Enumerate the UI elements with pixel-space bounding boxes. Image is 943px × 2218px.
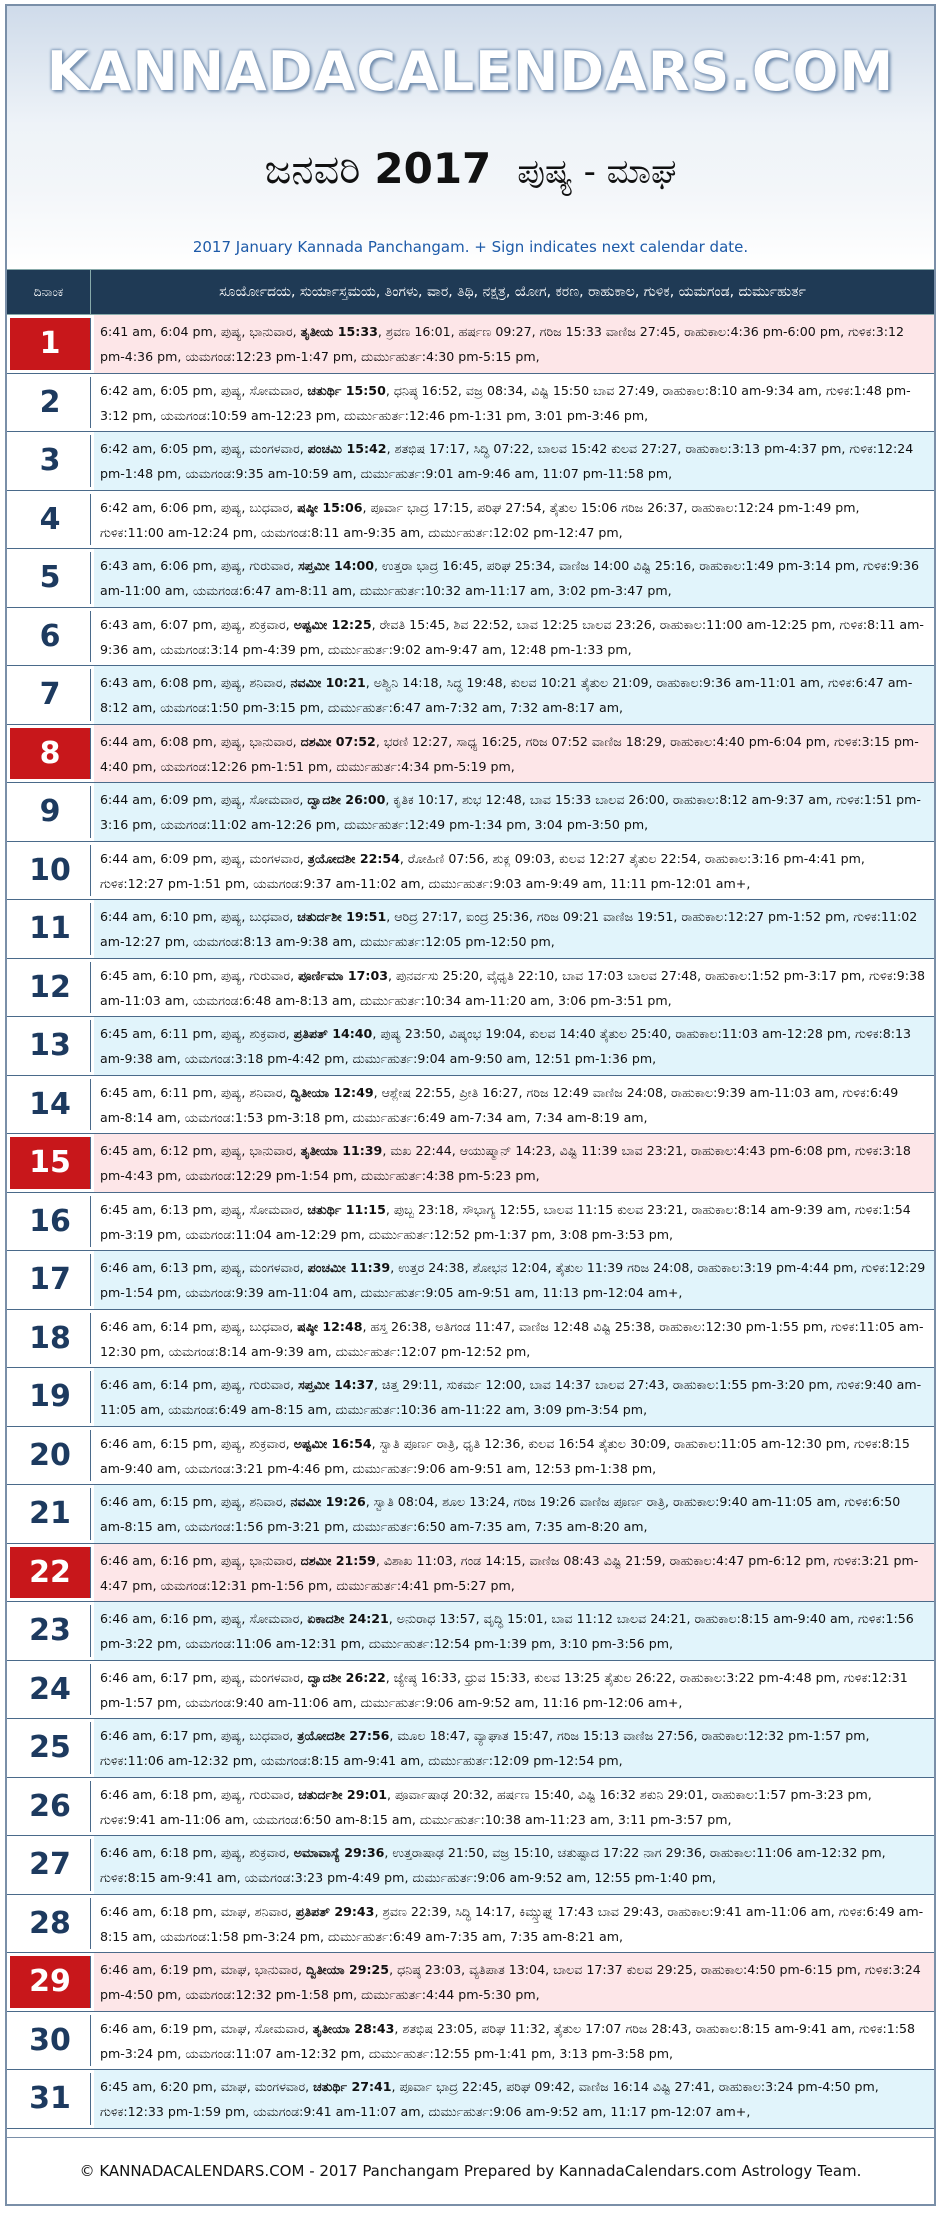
- table-row: [7, 432, 934, 491]
- tithi: ಅಷ್ಟಮೀ 12:25: [293, 616, 372, 632]
- day-details-suffix: , ಪೂರ್ವಾ ಭಾದ್ರ 22:45, ಪರಿಘ 09:42, ವಾಣಿಜ 16:14 ವಿಷ್ಟಿ 27:41, ರಾಹುಕಾಲ:3:24 pm-4:50 pm, ಗುಳಿಕ:12:33 pm-1:59 pm, ಯಮಗಂಡ:9:41 am-11:07 am, ದುರ್ಮುಹುರ್ತ:9:06 am-9:52 am, 11:17 pm-12:07 am+,: [100, 2079, 879, 2119]
- table-row: [7, 1193, 934, 1252]
- tithi: ಸಪ್ತಮೀ 14:00: [298, 558, 375, 573]
- kannada-months: ಪುಷ್ಯ - ಮಾಘ: [517, 152, 677, 192]
- table-row: [7, 1719, 934, 1778]
- day-details-suffix: , ಅಶ್ವಿನಿ 14:18, ಸಿದ್ಧ 19:48, ಕುಲವ 10:21 ತೈತುಲ 21:09, ರಾಹುಕಾಲ:9:36 am-11:01 am, ಗುಳಿಕ:6:47 am-8:12 am, ಯಮಗಂಡ:1:50 pm-3:15 pm, ದುರ್ಮುಹುರ್ತ:6:47 am-7:32 am, 7:32 am-8:17 am,: [100, 675, 913, 715]
- site-title[interactable]: KANNADACALENDARS.COM: [46, 40, 895, 103]
- day-details-prefix: 6:42 am, 6:06 pm, ಪುಷ್ಯ, ಬುಧವಾರ,: [100, 499, 298, 515]
- day-details-prefix: 6:43 am, 6:08 pm, ಪುಷ್ಯ, ಶನಿವಾರ,: [100, 675, 291, 690]
- tithi: ಪೂರ್ಣಿಮಾ 17:03: [298, 967, 388, 983]
- calendar-header: [7, 6, 934, 269]
- day-details-suffix: , ರೇವತಿ 15:45, ಶಿವ 22:52, ಬಾವ 12:25 ಬಾಲವ 23:26, ರಾಹುಕಾಲ:11:00 am-12:25 pm, ಗುಳಿಕ:8:11 am-9:36 am, ಯಮಗಂಡ:3:14 pm-4:39 pm, ದುರ್ಮುಹುರ್ತ:9:02 am-9:47 am, 12:48 pm-1:33 pm,: [100, 616, 924, 657]
- day-details-prefix: 6:45 am, 6:10 pm, ಪುಷ್ಯ, ಗುರುವಾರ,: [100, 967, 299, 983]
- day-details: [94, 725, 934, 783]
- tithi: ಅಷ್ಟಮೀ 16:54: [293, 1435, 372, 1451]
- day-number: 3: [10, 435, 91, 487]
- day-details: [94, 1076, 934, 1134]
- day-details-prefix: 6:44 am, 6:09 pm, ಪುಷ್ಯ, ಮಂಗಳವಾರ,: [100, 850, 308, 866]
- page-subtitle: 2017 January Kannada Panchangam. + Sign indicates next calendar date.: [192, 238, 749, 256]
- tithi: ತ್ರಯೋದಶೀ 22:54: [307, 850, 400, 866]
- day-number: 8: [10, 728, 91, 780]
- day-details-suffix: , ರೋಹಿಣಿ 07:56, ಶುಕ್ಲ 09:03, ಕುಲವ 12:27 ತೈತುಲ 22:54, ರಾಹುಕಾಲ:3:16 pm-4:41 pm, ಗುಳಿಕ:12:27 pm-1:51 pm, ಯಮಗಂಡ:9:37 am-11:02 am, ದುರ್ಮುಹುರ್ತ:9:03 am-9:49 am, 11:11 pm-12:01 am+,: [100, 850, 865, 891]
- day-number: 23: [10, 1605, 91, 1657]
- table-row: [7, 1895, 934, 1954]
- tithi: ಷಷ್ಠೀ 12:48: [297, 1318, 363, 1334]
- day-details: [94, 2012, 934, 2070]
- day-details: [94, 549, 934, 607]
- day-number: 26: [10, 1781, 91, 1833]
- day-number: 25: [10, 1722, 91, 1774]
- day-details-suffix: , ಹಸ್ತ 26:38, ಅತಿಗಂಡ 11:47, ವಾಣಿಜ 12:48 ವಿಷ್ಟಿ 25:38, ರಾಹುಕಾಲ:12:30 pm-1:55 pm, ಗುಳಿಕ:11:05 am-12:30 pm, ಯಮಗಂಡ:8:14 am-9:39 am, ದುರ್ಮುಹುರ್ತ:12:07 pm-12:52 pm,: [100, 1318, 924, 1359]
- table-row: [7, 1368, 934, 1427]
- tithi: ತೃತೀಯಾ 11:39: [300, 1143, 383, 1158]
- day-details: [94, 315, 934, 373]
- day-details: [94, 1719, 934, 1777]
- day-number: 22: [10, 1547, 91, 1599]
- day-details-prefix: 6:42 am, 6:05 pm, ಪುಷ್ಯ, ಮಂಗಳವಾರ,: [100, 441, 308, 456]
- tithi: ಚತುರ್ದಶೀ 19:51: [297, 909, 387, 924]
- day-details-prefix: 6:43 am, 6:07 pm, ಪುಷ್ಯ, ಶುಕ್ರವಾರ,: [100, 616, 294, 632]
- day-details-prefix: 6:46 am, 6:15 pm, ಪುಷ್ಯ, ಶುಕ್ರವಾರ,: [100, 1435, 294, 1451]
- day-details-prefix: 6:46 am, 6:14 pm, ಪುಷ್ಯ, ಗುರುವಾರ,: [100, 1377, 299, 1392]
- tithi: ಚತುರ್ಥಿ 11:15: [307, 1201, 386, 1217]
- tithi: ದಶಮೀ 21:59: [300, 1552, 376, 1568]
- tithi: ಏಕಾದಶೀ 24:21: [307, 1611, 389, 1626]
- tithi: ದಶಮೀ 07:52: [300, 733, 376, 749]
- day-details: [94, 608, 934, 666]
- day-number: 15: [10, 1137, 91, 1189]
- day-details-prefix: 6:44 am, 6:08 pm, ಪುಷ್ಯ, ಭಾನುವಾರ,: [100, 733, 301, 749]
- tithi: ಪ್ರತಿಪತ್ 29:43: [295, 1903, 375, 1919]
- tithi: ಚತುರ್ಥಿ 27:41: [313, 2079, 392, 2094]
- date-column-header: ದಿನಾಂಕ: [7, 270, 91, 314]
- day-details: [94, 783, 934, 841]
- day-details-prefix: 6:45 am, 6:20 pm, ಮಾಘ, ಮಂಗಳವಾರ,: [100, 2079, 314, 2094]
- day-details: [94, 842, 934, 900]
- day-details: [94, 2070, 934, 2128]
- table-row: [7, 1661, 934, 1720]
- day-details-prefix: 6:46 am, 6:15 pm, ಪುಷ್ಯ, ಶನಿವಾರ,: [100, 1494, 291, 1509]
- day-details: [94, 1485, 934, 1543]
- tithi: ಚತುರ್ದಶೀ 29:01: [298, 1786, 388, 1802]
- day-number: 11: [10, 903, 91, 955]
- day-details-prefix: 6:41 am, 6:04 pm, ಪುಷ್ಯ, ಭಾನುವಾರ,: [100, 324, 301, 339]
- day-number: 9: [10, 786, 91, 838]
- day-number: 2: [10, 377, 91, 429]
- table-row: [7, 1427, 934, 1486]
- day-details-prefix: 6:45 am, 6:13 pm, ಪುಷ್ಯ, ಸೋಮವಾರ,: [100, 1201, 308, 1217]
- day-details-suffix: , ಆರಿದ್ರ 27:17, ಐಂದ್ರ 25:36, ಗರಿಜ 09:21 ವಾಣಿಜ 19:51, ರಾಹುಕಾಲ:12:27 pm-1:52 pm, ಗುಳಿಕ:11:02 am-12:27 pm, ಯಮಗಂಡ:8:13 am-9:38 am, ದುರ್ಮುಹುರ್ತ:12:05 pm-12:50 pm,: [100, 909, 918, 949]
- table-row: [7, 549, 934, 608]
- panchangam-table: [7, 315, 934, 2129]
- day-details: [94, 1836, 934, 1894]
- day-details-prefix: 6:46 am, 6:19 pm, ಮಾಘ, ಭಾನುವಾರ,: [100, 1962, 306, 1977]
- day-details-suffix: , ಶ್ರವಣ 16:01, ಹರ್ಷಣ 09:27, ಗರಿಜ 15:33 ವಾಣಿಜ 27:45, ರಾಹುಕಾಲ:4:36 pm-6:00 pm, ಗುಳಿಕ:3:12 pm-4:36 pm, ಯಮಗಂಡ:12:23 pm-1:47 pm, ದುರ್ಮುಹುರ್ತ:4:30 pm-5:15 pm,: [100, 324, 904, 364]
- calendar-page: [5, 4, 936, 2206]
- day-details-suffix: , ಕೃತಿಕ 10:17, ಶುಭ 12:48, ಬಾವ 15:33 ಬಾಲವ 26:00, ರಾಹುಕಾಲ:8:12 am-9:37 am, ಗುಳಿಕ:1:51 pm-3:16 pm, ಯಮಗಂಡ:11:02 am-12:26 pm, ದುರ್ಮುಹುರ್ತ:12:49 pm-1:34 pm, 3:04 pm-3:50 pm,: [100, 792, 921, 832]
- day-number: 6: [10, 611, 91, 663]
- day-details-suffix: , ಶತಭಿಷ 17:17, ಸಿದ್ಧಿ 07:22, ಬಾಲವ 15:42 ಕುಲವ 27:27, ರಾಹುಕಾಲ:3:13 pm-4:37 pm, ಗುಳಿಕ:12:24 pm-1:48 pm, ಯಮಗಂಡ:9:35 am-10:59 am, ದುರ್ಮುಹುರ್ತ:9:01 am-9:46 am, 11:07 pm-11:58 pm,: [100, 441, 914, 481]
- tithi: ದ್ವಿತೀಯಾ 29:25: [305, 1962, 390, 1977]
- day-number: 10: [10, 845, 91, 897]
- table-row: [7, 1602, 934, 1661]
- day-details-prefix: 6:46 am, 6:13 pm, ಪುಷ್ಯ, ಮಂಗಳವಾರ,: [100, 1260, 308, 1275]
- day-details: [94, 959, 934, 1017]
- month-title: [7, 144, 934, 193]
- day-number: 4: [10, 494, 91, 546]
- tithi: ನವಮೀ 19:26: [290, 1494, 366, 1509]
- day-number: 13: [10, 1020, 91, 1072]
- day-number: 5: [10, 552, 91, 604]
- day-details-prefix: 6:44 am, 6:09 pm, ಪುಷ್ಯ, ಸೋಮವಾರ,: [100, 792, 308, 807]
- day-details-prefix: 6:43 am, 6:06 pm, ಪುಷ್ಯ, ಗುರುವಾರ,: [100, 558, 299, 573]
- table-row: [7, 1836, 934, 1895]
- day-number: 18: [10, 1313, 91, 1365]
- day-details-suffix: , ಧನಿಷ್ಠ 23:03, ವ್ಯತಿಪಾತ 13:04, ಬಾಲವ 17:37 ಕುಲವ 29:25, ರಾಹುಕಾಲ:4:50 pm-6:15 pm, ಗುಳಿಕ:3:24 pm-4:50 pm, ಯಮಗಂಡ:12:32 pm-1:58 pm, ದುರ್ಮುಹುರ್ತ:4:44 pm-5:30 pm,: [100, 1962, 921, 2002]
- day-details-suffix: , ಮಖ 22:44, ಆಯುಷ್ಮಾನ್ 14:23, ವಿಷ್ಟಿ 11:39 ಬಾವ 23:21, ರಾಹುಕಾಲ:4:43 pm-6:08 pm, ಗುಳಿಕ:3:18 pm-4:43 pm, ಯಮಗಂಡ:12:29 pm-1:54 pm, ದುರ್ಮುಹುರ್ತ:4:38 pm-5:23 pm,: [100, 1143, 911, 1183]
- day-details-suffix: , ಆಶ್ಲೇಷ 22:55, ಪ್ರೀತಿ 16:27, ಗರಿಜ 12:49 ವಾಣಿಜ 24:08, ರಾಹುಕಾಲ:9:39 am-11:03 am, ಗುಳಿಕ:6:49 am-8:14 am, ಯಮಗಂಡ:1:53 pm-3:18 pm, ದುರ್ಮುಹುರ್ತ:6:49 am-7:34 am, 7:34 am-8:19 am,: [100, 1084, 899, 1125]
- day-details-prefix: 6:46 am, 6:18 pm, ಪುಷ್ಯ, ಶುಕ್ರವಾರ,: [100, 1845, 294, 1860]
- day-details: [94, 1193, 934, 1251]
- day-details-suffix: , ಶತಭಿಷ 23:05, ಪರಿಘ 11:32, ತೈತುಲ 17:07 ಗರಿಜ 28:43, ರಾಹುಕಾಲ:8:15 am-9:41 am, ಗುಳಿಕ:1:58 pm-3:24 pm, ಯಮಗಂಡ:11:07 am-12:32 pm, ದುರ್ಮುಹುರ್ತ:12:55 pm-1:41 pm, 3:13 pm-3:58 pm,: [100, 2020, 915, 2061]
- table-row: [7, 1778, 934, 1837]
- table-row: [7, 608, 934, 667]
- tithi: ದ್ವಾದಶೀ 26:22: [307, 1669, 386, 1685]
- day-number: 20: [10, 1430, 91, 1482]
- table-row: [7, 666, 934, 725]
- table-row: [7, 900, 934, 959]
- day-number: 17: [10, 1254, 91, 1306]
- day-details: [94, 1778, 934, 1836]
- day-details: [94, 900, 934, 958]
- table-row: [7, 959, 934, 1018]
- day-details: [94, 1310, 934, 1368]
- day-number: 21: [10, 1488, 91, 1540]
- day-details-prefix: 6:46 am, 6:16 pm, ಪುಷ್ಯ, ಸೋಮವಾರ,: [100, 1611, 308, 1626]
- day-details: [94, 1134, 934, 1192]
- day-details: [94, 432, 934, 490]
- tithi: ಅಮಾವಾಸ್ಯೆ 29:36: [293, 1845, 385, 1860]
- day-details-suffix: , ಪುಷ್ಯ 23:50, ವಿಷ್ಕಂಭ 19:04, ಕುಲವ 14:40 ತೈತುಲ 25:40, ರಾಹುಕಾಲ:11:03 am-12:28 pm, ಗುಳಿಕ:8:13 am-9:38 am, ಯಮಗಂಡ:3:18 pm-4:42 pm, ದುರ್ಮುಹುರ್ತ:9:04 am-9:50 am, 12:51 pm-1:36 pm,: [100, 1026, 912, 1066]
- day-details-prefix: 6:45 am, 6:11 pm, ಪುಷ್ಯ, ಶುಕ್ರವಾರ,: [100, 1026, 294, 1041]
- day-details-suffix: , ಮೂಲ 18:47, ವ್ಯಾಘಾತ 15:47, ಗರಿಜ 15:13 ವಾಣಿಜ 27:56, ರಾಹುಕಾಲ:12:32 pm-1:57 pm, ಗುಳಿಕ:11:06 am-12:32 pm, ಯಮಗಂಡ:8:15 am-9:41 am, ದುರ್ಮುಹುರ್ತ:12:09 pm-12:54 pm,: [100, 1728, 870, 1768]
- day-details-prefix: 6:46 am, 6:19 pm, ಮಾಘ, ಸೋಮವಾರ,: [100, 2020, 313, 2036]
- day-details-prefix: 6:45 am, 6:12 pm, ಪುಷ್ಯ, ಭಾನುವಾರ,: [100, 1143, 301, 1158]
- tithi: ನವಮೀ 10:21: [290, 675, 366, 690]
- day-number: 19: [10, 1371, 91, 1423]
- day-details-suffix: , ವಿಶಾಖ 11:03, ಗಂಡ 14:15, ವಾಣಿಜ 08:43 ವಿಷ್ಟಿ 21:59, ರಾಹುಕಾಲ:4:47 pm-6:12 pm, ಗುಳಿಕ:3:21 pm-4:47 pm, ಯಮಗಂಡ:12:31 pm-1:56 pm, ದುರ್ಮುಹುರ್ತ:4:41 pm-5:27 pm,: [100, 1552, 919, 1593]
- day-details-prefix: 6:46 am, 6:18 pm, ಪುಷ್ಯ, ಗುರುವಾರ,: [100, 1786, 299, 1802]
- day-details-prefix: 6:42 am, 6:05 pm, ಪುಷ್ಯ, ಸೋಮವಾರ,: [100, 382, 308, 398]
- day-details-suffix: , ಸ್ವಾತಿ ಪೂರ್ಣ ರಾತ್ರಿ, ಧೃತಿ 12:36, ಕುಲವ 16:54 ತೈತುಲ 30:09, ರಾಹುಕಾಲ:11:05 am-12:30 pm, ಗುಳಿಕ:8:15 am-9:40 am, ಯಮಗಂಡ:3:21 pm-4:46 pm, ದುರ್ಮುಹುರ್ತ:9:06 am-9:51 am, 12:53 pm-1:38 pm,: [100, 1435, 910, 1476]
- tithi: ಪಂಚಮೀ 11:39: [307, 1260, 391, 1275]
- day-number: 30: [10, 2015, 91, 2067]
- table-row: [7, 725, 934, 784]
- day-details-suffix: , ಪುನರ್ವಸು 25:20, ವೈಧೃತಿ 22:10, ಬಾವ 17:03 ಬಾಲವ 27:48, ರಾಹುಕಾಲ:1:52 pm-3:17 pm, ಗುಳಿಕ:9:38 am-11:03 am, ಯಮಗಂಡ:6:48 am-8:13 am, ದುರ್ಮುಹುರ್ತ:10:34 am-11:20 am, 3:06 pm-3:51 pm,: [100, 967, 926, 1008]
- day-details-prefix: 6:45 am, 6:11 pm, ಪುಷ್ಯ, ಶನಿವಾರ,: [100, 1084, 291, 1100]
- day-details: [94, 1895, 934, 1953]
- day-details: [94, 666, 934, 724]
- day-details: [94, 1251, 934, 1309]
- tithi: ದ್ವಾದಶೀ 26:00: [307, 792, 386, 807]
- tithi: ಪಂಚಮಿ 15:42: [307, 441, 387, 456]
- tithi: ತೃತೀಯಾ 28:43: [312, 2020, 395, 2036]
- day-details-suffix: , ಶ್ರವಣ 22:39, ಸಿದ್ಧಿ 14:17, ಕಿಮ್ಸ್ತುಘ್ನ 17:43 ಬಾವ 29:43, ರಾಹುಕಾಲ:9:41 am-11:06 am, ಗುಳಿಕ:6:49 am-8:15 am, ಯಮಗಂಡ:1:58 pm-3:24 pm, ದುರ್ಮುಹುರ್ತ:6:49 am-7:35 am, 7:35 am-8:21 am,: [100, 1903, 924, 1944]
- day-details-suffix: , ಅನುರಾಧ 13:57, ವೃದ್ಧಿ 15:01, ಬಾವ 11:12 ಬಾಲವ 24:21, ರಾಹುಕಾಲ:8:15 am-9:40 am, ಗುಳಿಕ:1:56 pm-3:22 pm, ಯಮಗಂಡ:11:06 am-12:31 pm, ದುರ್ಮುಹುರ್ತ:12:54 pm-1:39 pm, 3:10 pm-3:56 pm,: [100, 1611, 914, 1651]
- day-number: 24: [10, 1664, 91, 1716]
- day-number: 28: [10, 1898, 91, 1950]
- day-details-prefix: 6:46 am, 6:14 pm, ಪುಷ್ಯ, ಬುಧವಾರ,: [100, 1318, 298, 1334]
- day-details: [94, 491, 934, 549]
- table-row: [7, 842, 934, 901]
- details-column-header: ಸೂರ್ಯೋದಯ, ಸುರ್ಯಾಸ್ತಮಯ, ತಿಂಗಳು, ವಾರ, ತಿಥಿ, ನಕ್ಷತ್ರ, ಯೋಗ, ಕರಣ, ರಾಹುಕಾಲ, ಗುಳಿಕ, ಯಮಗಂಡ, ದುರ್ಮುಹುರ್ತ: [219, 284, 806, 300]
- day-number: 7: [10, 669, 91, 721]
- table-row: [7, 1485, 934, 1544]
- day-number: 12: [10, 962, 91, 1014]
- day-details-suffix: , ಸ್ವಾತಿ 08:04, ಶೂಲ 13:24, ಗರಿಜ 19:26 ವಾಣಿಜ ಪೂರ್ಣ ರಾತ್ರಿ, ರಾಹುಕಾಲ:9:40 am-11:05 am, ಗುಳಿಕ:6:50 am-8:15 am, ಯಮಗಂಡ:1:56 pm-3:21 pm, ದುರ್ಮುಹುರ್ತ:6:50 am-7:35 am, 7:35 am-8:20 am,: [100, 1494, 901, 1534]
- day-details-suffix: , ಪುಬ್ಬ 23:18, ಸೌಭಾಗ್ಯ 12:55, ಬಾಲವ 11:15 ಕುಲವ 23:21, ರಾಹುಕಾಲ:8:14 am-9:39 am, ಗುಳಿಕ:1:54 pm-3:19 pm, ಯಮಗಂಡ:11:04 am-12:29 pm, ದುರ್ಮುಹುರ್ತ:12:52 pm-1:37 pm, 3:08 pm-3:53 pm,: [100, 1201, 911, 1242]
- month-name: ಜನವರಿ: [264, 147, 361, 193]
- day-details-suffix: , ಉತ್ತರಾಷಾಢ 21:50, ವಜ್ರ 15:10, ಚತುಷ್ಪಾದ 17:22 ನಾಗ 29:36, ರಾಹುಕಾಲ:11:06 am-12:32 pm, ಗುಳಿಕ:8:15 am-9:41 am, ಯಮಗಂಡ:3:23 pm-4:49 pm, ದುರ್ಮುಹುರ್ತ:9:06 am-9:52 am, 12:55 pm-1:40 pm,: [100, 1845, 886, 1885]
- day-details-suffix: , ಧನಿಷ್ಠ 16:52, ವಜ್ರ 08:34, ವಿಷ್ಟಿ 15:50 ಬಾವ 27:49, ರಾಹುಕಾಲ:8:10 am-9:34 am, ಗುಳಿಕ:1:48 pm-3:12 pm, ಯಮಗಂಡ:10:59 am-12:23 pm, ದುರ್ಮುಹುರ್ತ:12:46 pm-1:31 pm, 3:01 pm-3:46 pm,: [100, 382, 911, 423]
- year: 2017: [374, 144, 492, 193]
- table-row: [7, 315, 934, 374]
- table-row: [7, 1544, 934, 1603]
- tithi: ಪ್ರತಿಪತ್ 14:40: [293, 1026, 373, 1041]
- table-row: [7, 1134, 934, 1193]
- day-details-suffix: , ಚಿತ್ತ 29:11, ಸುಕರ್ಮ 12:00, ಬಾವ 14:37 ಬಾಲವ 27:43, ರಾಹುಕಾಲ:1:55 pm-3:20 pm, ಗುಳಿಕ:9:40 am-11:05 am, ಯಮಗಂಡ:6:49 am-8:15 am, ದುರ್ಮುಹುರ್ತ:10:36 am-11:22 am, 3:09 pm-3:54 pm,: [100, 1377, 922, 1417]
- table-row: [7, 783, 934, 842]
- day-details-prefix: 6:46 am, 6:17 pm, ಪುಷ್ಯ, ಮಂಗಳವಾರ,: [100, 1669, 308, 1685]
- day-details-suffix: , ಪೂರ್ವಾ ಭಾದ್ರ 17:15, ಪರಿಘ 27:54, ತೈತುಲ 15:06 ಗರಿಜ 26:37, ರಾಹುಕಾಲ:12:24 pm-1:49 pm, ಗುಳಿಕ:11:00 am-12:24 pm, ಯಮಗಂಡ:8:11 am-9:35 am, ದುರ್ಮುಹುರ್ತ:12:02 pm-12:47 pm,: [100, 499, 860, 540]
- day-details: [94, 1661, 934, 1719]
- table-row: [7, 1310, 934, 1369]
- tithi: ತ್ರಯೋದಶೀ 27:56: [297, 1728, 390, 1743]
- day-number: 31: [10, 2073, 91, 2125]
- day-number: 27: [10, 1839, 91, 1891]
- day-number: 14: [10, 1079, 91, 1131]
- day-details-suffix: , ಪೂರ್ವಾಷಾಢ 20:32, ಹರ್ಷಣ 15:40, ವಿಷ್ಟಿ 16:32 ಶಕುನಿ 29:01, ರಾಹುಕಾಲ:1:57 pm-3:23 pm, ಗುಳಿಕ:9:41 am-11:06 am, ಯಮಗಂಡ:6:50 am-8:15 am, ದುರ್ಮುಹುರ್ತ:10:38 am-11:23 am, 3:11 pm-3:57 pm,: [100, 1786, 872, 1827]
- tithi: ತೃತೀಯ 15:33: [300, 324, 378, 339]
- footer: © KANNADACALENDARS.COM - 2017 Panchangam Prepared by KannadaCalendars.com Astrology Team.: [7, 2137, 934, 2204]
- day-details-prefix: 6:46 am, 6:16 pm, ಪುಷ್ಯ, ಭಾನುವಾರ,: [100, 1552, 301, 1568]
- day-details-suffix: , ಜ್ಯೇಷ್ಠ 16:33, ಧ್ರುವ 15:33, ಕುಲವ 13:25 ತೈತುಲ 26:22, ರಾಹುಕಾಲ:3:22 pm-4:48 pm, ಗುಳಿಕ:12:31 pm-1:57 pm, ಯಮಗಂಡ:9:40 am-11:06 am, ದುರ್ಮುಹುರ್ತ:9:06 am-9:52 am, 11:16 pm-12:06 am+,: [100, 1669, 908, 1710]
- day-details-prefix: 6:46 am, 6:17 pm, ಪುಷ್ಯ, ಬುಧವಾರ,: [100, 1728, 298, 1743]
- day-details-prefix: 6:44 am, 6:10 pm, ಪುಷ್ಯ, ಬುಧವಾರ,: [100, 909, 298, 924]
- day-number: 1: [10, 318, 91, 370]
- day-details: [94, 1368, 934, 1426]
- day-number: 29: [10, 1956, 91, 2008]
- day-details-prefix: 6:46 am, 6:18 pm, ಮಾಘ, ಶನಿವಾರ,: [100, 1903, 296, 1919]
- table-row: [7, 1076, 934, 1135]
- tithi: ಸಪ್ತಮೀ 14:37: [298, 1377, 375, 1392]
- table-row: [7, 374, 934, 433]
- tithi: ಚತುರ್ಥಿ 15:50: [307, 382, 386, 398]
- tithi: ದ್ವಿತೀಯಾ 12:49: [290, 1084, 374, 1100]
- day-details: [94, 1017, 934, 1075]
- table-row: [7, 1017, 934, 1076]
- day-details: [94, 1427, 934, 1485]
- day-number: 16: [10, 1196, 91, 1248]
- table-row: [7, 1251, 934, 1310]
- day-details-suffix: , ಉತ್ತರಾ ಭಾದ್ರ 16:45, ಪರಿಘ 25:34, ವಾಣಿಜ 14:00 ವಿಷ್ಟಿ 25:16, ರಾಹುಕಾಲ:1:49 pm-3:14 pm, ಗುಳಿಕ:9:36 am-11:00 am, ಯಮಗಂಡ:6:47 am-8:11 am, ದುರ್ಮುಹುರ್ತ:10:32 am-11:17 am, 3:02 pm-3:47 pm,: [100, 558, 920, 598]
- day-details: [94, 1953, 934, 2011]
- table-row: [7, 2070, 934, 2129]
- tithi: ಷಷ್ಠೀ 15:06: [297, 499, 363, 515]
- day-details-suffix: , ಉತ್ತರ 24:38, ಶೋಭನ 12:04, ತೈತುಲ 11:39 ಗರಿಜ 24:08, ರಾಹುಕಾಲ:3:19 pm-4:44 pm, ಗುಳಿಕ:12:29 pm-1:54 pm, ಯಮಗಂಡ:9:39 am-11:04 am, ದುರ್ಮುಹುರ್ತ:9:05 am-9:51 am, 11:13 pm-12:04 am+,: [100, 1260, 926, 1300]
- table-row: [7, 2012, 934, 2071]
- day-details-suffix: , ಭರಣಿ 12:27, ಸಾಧ್ಯ 16:25, ಗರಿಜ 07:52 ವಾಣಿಜ 18:29, ರಾಹುಕಾಲ:4:40 pm-6:04 pm, ಗುಳಿಕ:3:15 pm-4:40 pm, ಯಮಗಂಡ:12:26 pm-1:51 pm, ದುರ್ಮುಹುರ್ತ:4:34 pm-5:19 pm,: [100, 733, 919, 774]
- day-details: [94, 374, 934, 432]
- table-row: [7, 1953, 934, 2012]
- table-row: [7, 491, 934, 550]
- day-details: [94, 1602, 934, 1660]
- table-header: [7, 269, 934, 315]
- day-details: [94, 1544, 934, 1602]
